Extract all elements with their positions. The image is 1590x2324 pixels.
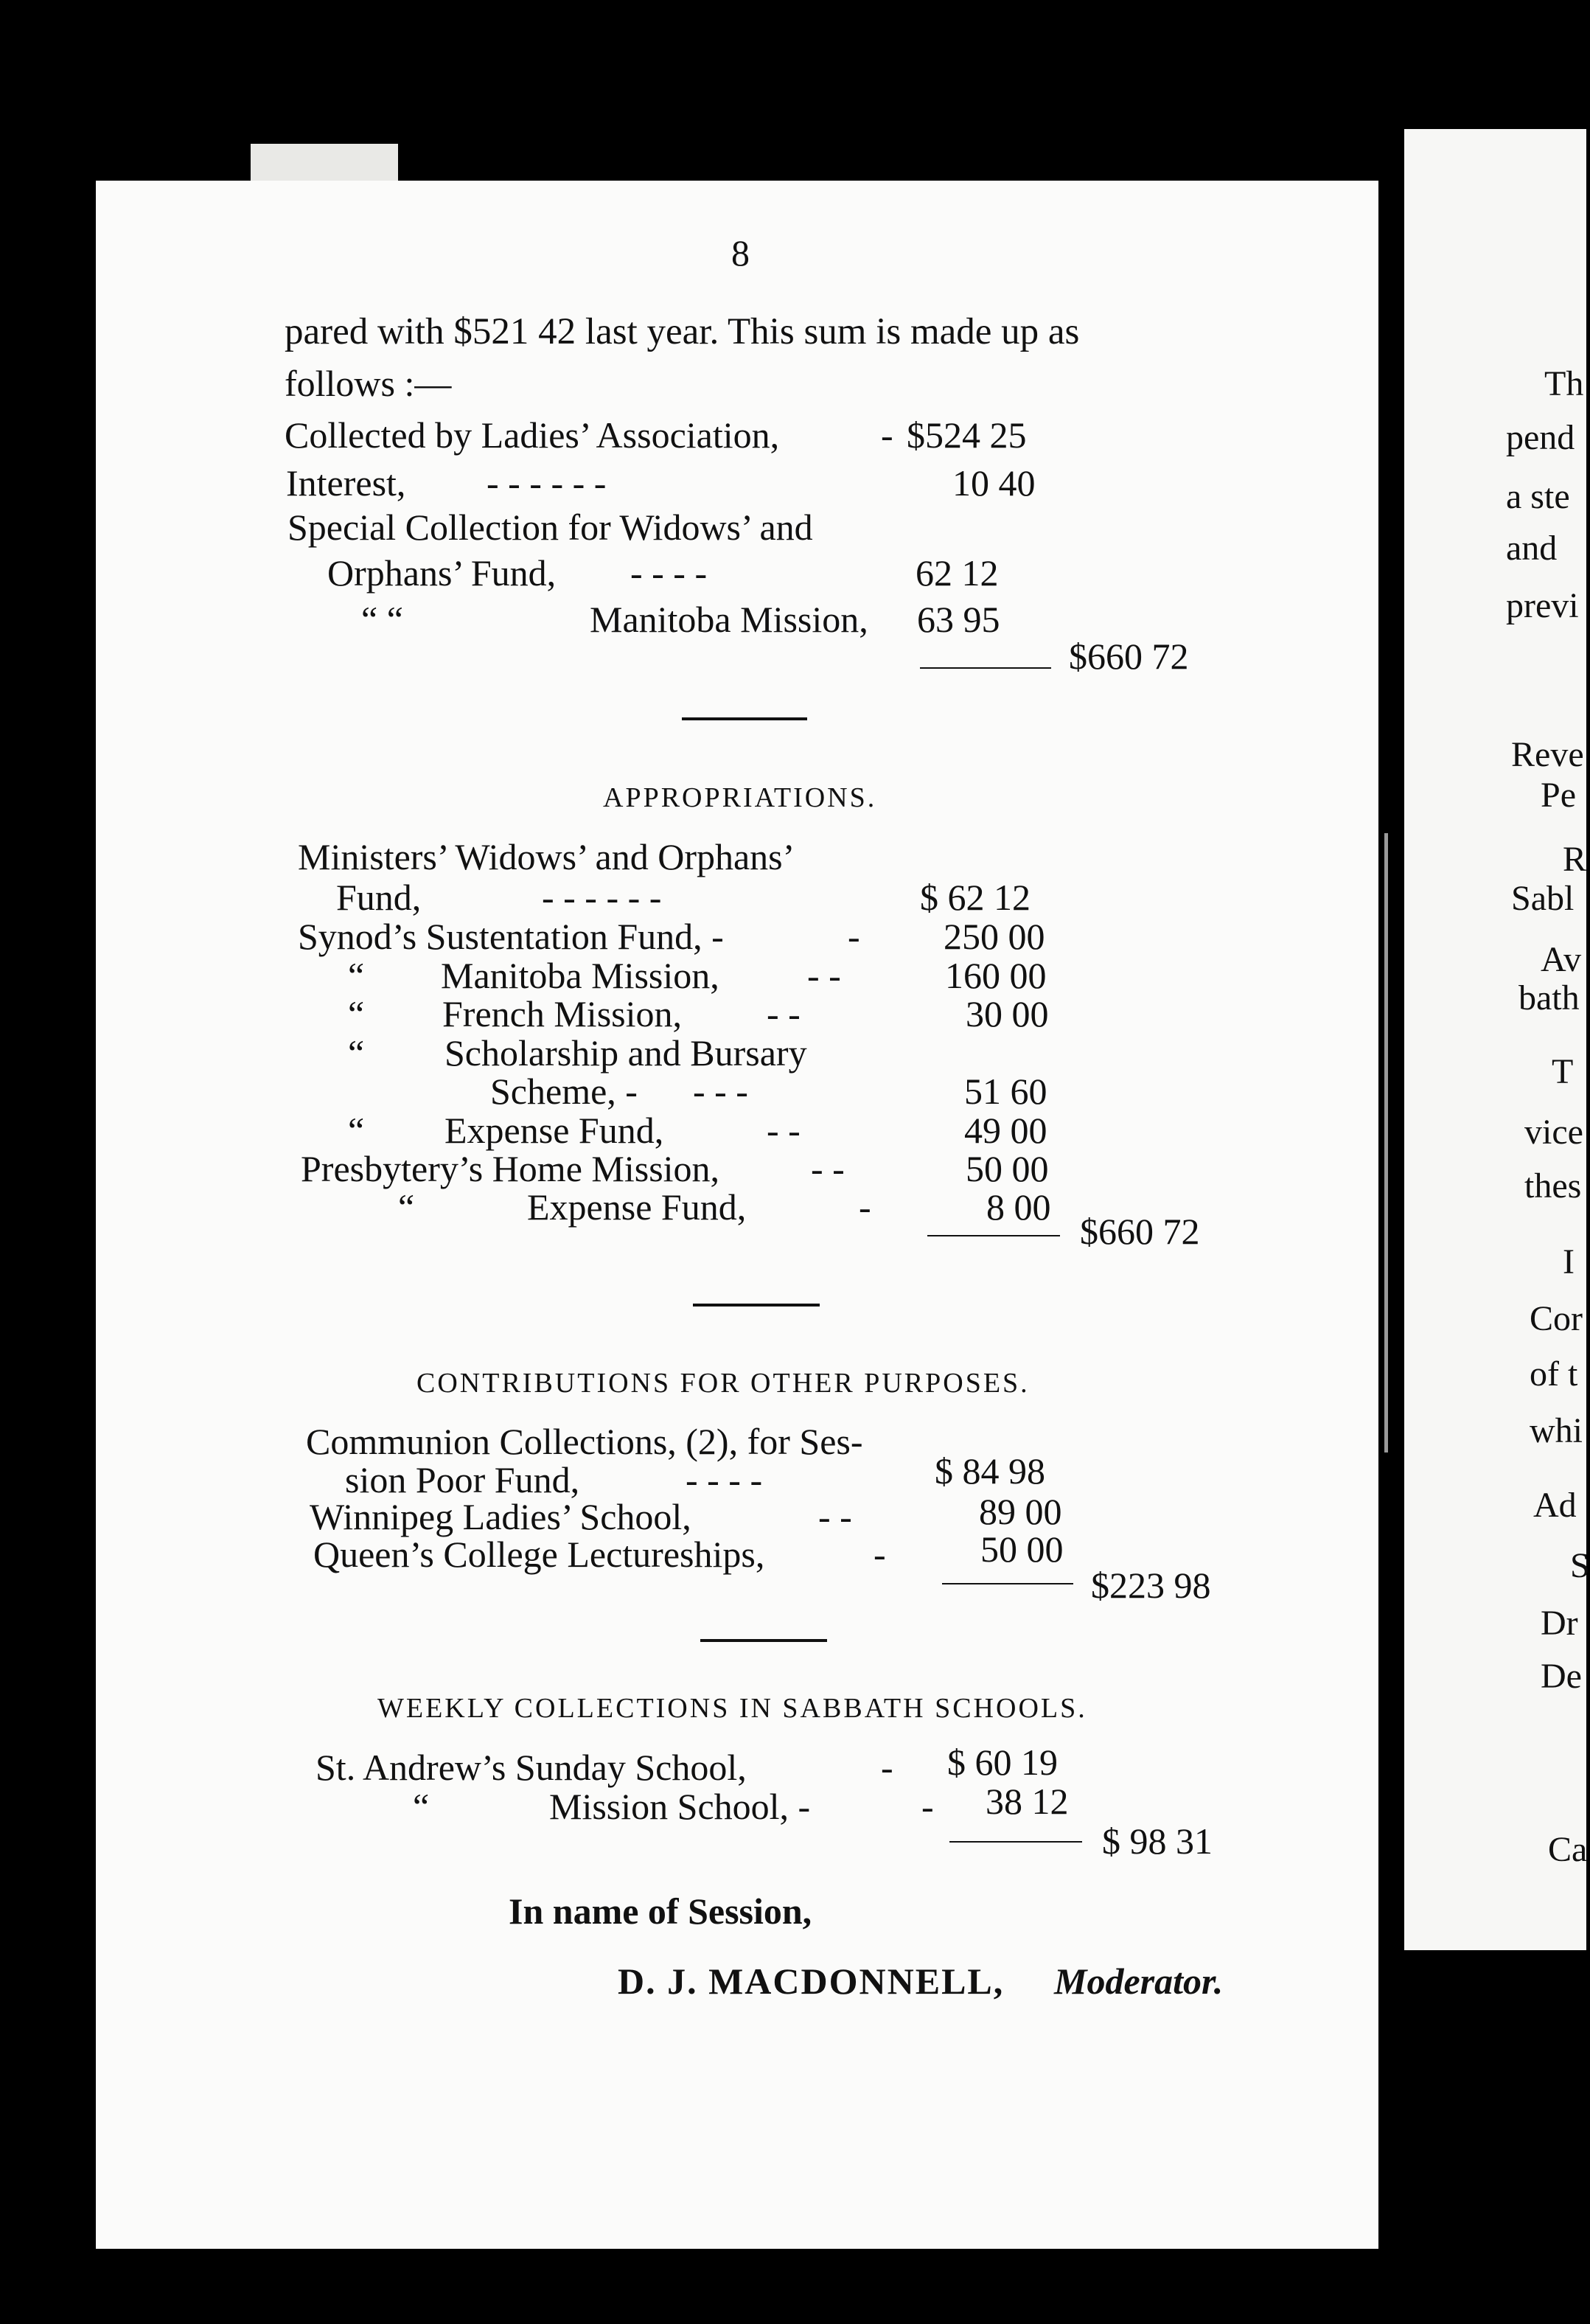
approp-amount-presbytery-expense: 8 00 <box>986 1186 1051 1228</box>
facing-page-fragment: of t <box>1530 1354 1578 1394</box>
facing-page-fragment: Th <box>1544 364 1584 403</box>
sabbath-amount-mission: 38 12 <box>986 1781 1069 1822</box>
sabbath-total: $ 98 31 <box>1102 1820 1213 1862</box>
page-fold-shadow <box>1384 833 1388 1452</box>
sum-line <box>927 1235 1060 1236</box>
receipt-amount-manitoba-mission: 63 95 <box>917 599 1000 640</box>
approp-label-presbytery: Presbytery’s Home Mission, <box>301 1148 720 1189</box>
ditto-mark: “ <box>348 993 365 1034</box>
other-label-winnipeg: Winnipeg Ladies’ School, <box>310 1496 691 1537</box>
receipt-label-ladies-association: Collected by Ladies’ Association, <box>285 414 780 456</box>
receipt-amount-orphans-fund: 62 12 <box>916 552 999 594</box>
approp-leader-dashes: - - <box>807 955 841 996</box>
approp-leader-dashes: - - - - - - <box>542 877 662 918</box>
facing-page-fragment: bath <box>1518 978 1580 1017</box>
facing-page-fragment: whi <box>1530 1411 1583 1450</box>
approp-dash: - <box>859 1186 871 1228</box>
sabbath-dash: - <box>921 1786 934 1827</box>
approp-amount-widows-orphans: $ 62 12 <box>920 877 1031 918</box>
other-total: $223 98 <box>1091 1565 1211 1606</box>
approp-label-scheme: Scheme, - <box>490 1071 638 1112</box>
approp-label-sustentation: Synod’s Sustentation Fund, - <box>298 916 724 957</box>
approp-label-expense: Expense Fund, <box>444 1110 664 1151</box>
intro-line-1: pared with $521 42 last year. This sum is made up as <box>285 311 1080 352</box>
section-divider <box>693 1304 820 1307</box>
facing-page-fragment: Ca <box>1548 1830 1588 1869</box>
section-divider <box>700 1639 827 1642</box>
approp-amount-expense: 49 00 <box>964 1110 1047 1151</box>
moderator-name: D. J. MACDONNELL, <box>618 1961 1005 2002</box>
receipt-label-orphans-fund: Orphans’ Fund, <box>327 552 557 594</box>
ditto-mark: “ <box>413 1786 430 1827</box>
facing-page-fragment: a ste <box>1506 477 1570 516</box>
approp-amount-sustentation: 250 00 <box>944 916 1045 957</box>
receipt-amount-interest: 10 40 <box>952 462 1036 504</box>
ditto-mark: “ <box>348 1032 365 1074</box>
other-amount-communion: $ 84 98 <box>935 1450 1045 1492</box>
sabbath-heading: WEEKLY COLLECTIONS IN SABBATH SCHOOLS. <box>377 1693 1087 1724</box>
other-label-queens: Queen’s College Lectureships, <box>313 1534 765 1575</box>
approp-amount-manitoba: 160 00 <box>945 955 1047 996</box>
ditto-mark: “ <box>348 955 365 996</box>
facing-page-fragment: pend <box>1506 418 1575 457</box>
sabbath-amount-st-andrews: $ 60 19 <box>947 1742 1058 1783</box>
approp-label-scholarship: Scholarship and Bursary <box>444 1032 807 1074</box>
facing-page-fragment: thes <box>1524 1166 1582 1206</box>
facing-page-fragment: vice <box>1524 1113 1583 1152</box>
approp-leader-dashes: - - <box>811 1148 845 1189</box>
approp-dash: - <box>848 916 860 957</box>
sum-line <box>920 667 1051 669</box>
facing-page-fragment: Ad <box>1533 1486 1577 1525</box>
other-purposes-heading: CONTRIBUTIONS FOR OTHER PURPOSES. <box>416 1368 1030 1399</box>
facing-page-fragment: Cor <box>1530 1299 1583 1338</box>
other-dash: - <box>874 1534 886 1575</box>
ditto-mark: “ <box>348 1110 365 1151</box>
approp-label-presbytery-expense: Expense Fund, <box>527 1186 747 1228</box>
other-amount-queens: 50 00 <box>980 1528 1064 1570</box>
ditto-mark: “ <box>398 1186 415 1228</box>
approp-leader-dashes: - - <box>767 1110 801 1151</box>
intro-line-2: follows :— <box>285 363 452 404</box>
facing-page-fragment: Dr <box>1541 1604 1578 1643</box>
facing-page-fragment: S <box>1570 1546 1590 1585</box>
approp-amount-french: 30 00 <box>966 993 1049 1034</box>
page-number: 8 <box>731 232 750 274</box>
facing-page-fragment: Pe <box>1541 776 1576 815</box>
facing-page-fragment: and <box>1506 529 1558 568</box>
receipt-amount-ladies-association: $524 25 <box>907 414 1027 456</box>
signature-line: In name of Session, <box>509 1890 812 1932</box>
receipts-total: $660 72 <box>1069 636 1189 677</box>
other-label-poor-fund: sion Poor Fund, <box>345 1459 580 1500</box>
receipt-label-interest: Interest, <box>286 462 406 504</box>
other-leader-dashes: - - - - <box>686 1459 763 1500</box>
receipt-label-special-collection: Special Collection for Widows’ and <box>287 507 813 548</box>
sabbath-label-st-andrews: St. Andrew’s Sunday School, <box>315 1747 747 1788</box>
facing-page-fragment: Reve <box>1511 735 1584 774</box>
approp-leader-dashes: - - - <box>693 1071 748 1112</box>
facing-page-fragment: Av <box>1541 940 1582 979</box>
facing-page-fragment: previ <box>1506 586 1579 625</box>
approp-amount-scholarship: 51 60 <box>964 1071 1047 1112</box>
approp-amount-presbytery: 50 00 <box>966 1148 1049 1189</box>
sabbath-label-mission: Mission School, - <box>549 1786 811 1827</box>
sum-line <box>949 1841 1082 1843</box>
facing-page-fragment: Sabl <box>1511 879 1575 918</box>
appropriations-total: $660 72 <box>1080 1211 1200 1252</box>
approp-leader-dashes: - - <box>767 993 801 1034</box>
other-amount-winnipeg: 89 00 <box>979 1491 1062 1532</box>
moderator-title: Moderator. <box>1054 1961 1224 2002</box>
appropriations-heading: APPROPRIATIONS. <box>603 782 877 813</box>
facing-page-fragment: R <box>1563 840 1587 879</box>
approp-label-fund: Fund, <box>336 877 422 918</box>
facing-page-fragment: I <box>1563 1242 1575 1281</box>
approp-label-manitoba: Manitoba Mission, <box>441 955 719 996</box>
other-leader-dashes: - - <box>818 1496 852 1537</box>
other-label-communion: Communion Collections, (2), for Ses- <box>306 1421 863 1462</box>
facing-page-fragment: De <box>1541 1657 1582 1696</box>
approp-label-widows-orphans: Ministers’ Widows’ and Orphans’ <box>298 836 795 877</box>
paper-tab <box>251 144 398 181</box>
receipt-leader-dashes: - - - - <box>630 552 708 594</box>
sabbath-dash: - <box>881 1747 893 1788</box>
sum-line <box>942 1583 1073 1584</box>
receipt-label-manitoba-mission: Manitoba Mission, <box>590 599 868 640</box>
facing-page-fragment: T <box>1552 1052 1574 1091</box>
receipt-leader-dashes: - - - - - - <box>487 462 607 504</box>
section-divider <box>682 717 807 720</box>
approp-label-french: French Mission, <box>442 993 682 1034</box>
receipt-dash: - <box>881 414 893 456</box>
ditto-marks: “ “ <box>361 599 403 640</box>
